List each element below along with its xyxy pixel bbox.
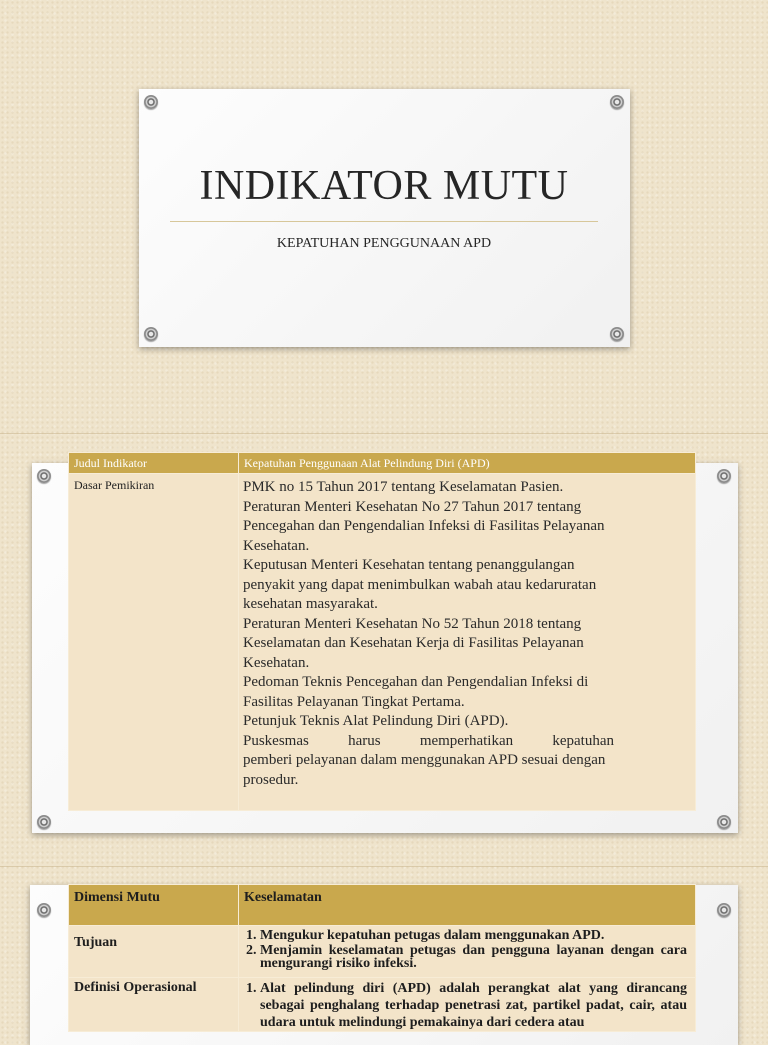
text-line: kesehatan masyarakat.: [243, 596, 378, 612]
table-header-row: [69, 885, 696, 926]
rivet-icon: [610, 327, 624, 341]
header-label: Judul Indikator: [74, 456, 147, 470]
text-line: Peraturan Menteri Kesehatan No 27 Tahun 2017 tentang: [243, 498, 582, 515]
list-item: 1. Alat pelindung diri (APD) adalah perangkat alat yang dirancang sebagai penghalang terhadap penetrasi zat, partikel padat, cair, atau udara untuk melindungi pemakainya dari cedera atau: [260, 980, 687, 1031]
text-line: Keputusan Menteri Kesehatan tentang penanggulangan: [243, 557, 575, 573]
definisi-list: [239, 978, 695, 1031]
rivet-icon: [610, 95, 624, 109]
title-slide-card: [139, 89, 630, 347]
table-row: [69, 978, 696, 1032]
table-header-row: [69, 453, 696, 474]
rivet-icon: [37, 469, 51, 483]
header-value: Kepatuhan Penggunaan Alat Pelindung Diri (APD): [244, 456, 490, 470]
header-value: Keselamatan: [244, 890, 322, 905]
header-label: Dimensi Mutu: [74, 890, 160, 905]
rivet-icon: [37, 815, 51, 829]
title-divider: [170, 221, 598, 222]
slide-separator: [0, 433, 768, 434]
rivet-icon: [717, 815, 731, 829]
text-line: Petunjuk Teknis Alat Pelindung Diri (APD).: [243, 713, 509, 729]
rivet-icon: [37, 903, 51, 917]
row-label: Dasar Pemikiran: [74, 478, 155, 492]
text-line: Puskesmas harus memperhatikan kepatuhan: [243, 732, 614, 749]
text-line: Pencegahan dan Pengendalian Infeksi di Fasilitas Pelayanan: [243, 518, 605, 534]
row-label: Tujuan: [74, 935, 118, 950]
text-line: pemberi pelayanan dalam menggunakan APD sesuai dengan: [243, 752, 606, 768]
text-line: PMK no 15 Tahun 2017 tentang Keselamatan Pasien.: [243, 479, 564, 495]
slide-separator: [0, 866, 768, 867]
list-item: 1. Mengukur kepatuhan petugas dalam menggunakan APD.: [260, 929, 687, 942]
text-line: Kesehatan.: [243, 537, 310, 554]
text-line: prosedur.: [243, 771, 299, 788]
rivet-icon: [717, 903, 731, 917]
table-row: [69, 474, 696, 811]
quality-table: [68, 884, 696, 1032]
slide-subtitle: KEPATUHAN PENGGUNAAN APD: [276, 236, 492, 251]
text-line: penyakit yang dapat menimbulkan wabah atau kedaruratan: [243, 576, 597, 593]
rivet-icon: [144, 95, 158, 109]
text-line: Kesehatan.: [243, 654, 310, 671]
text-line: Fasilitas Pelayanan Tingkat Pertama.: [243, 693, 465, 710]
rivet-icon: [144, 327, 158, 341]
indicator-table: [68, 452, 696, 811]
rivet-icon: [717, 469, 731, 483]
text-line: Pedoman Teknis Pencegahan dan Pengendalian Infeksi di: [243, 674, 589, 690]
dasar-pemikiran-text: [239, 474, 695, 790]
tujuan-list: [239, 926, 695, 970]
list-item: 2. Menjamin keselamatan petugas dan pengguna layanan dengan cara mengurangi risiko infeksi.: [260, 944, 687, 970]
table-row: [69, 926, 696, 978]
text-line: Keselamatan dan Kesehatan Kerja di Fasilitas Pelayanan: [243, 635, 584, 651]
row-label: Definisi Operasional: [74, 980, 197, 995]
text-line: Peraturan Menteri Kesehatan No 52 Tahun 2018 tentang: [243, 615, 582, 632]
slide-title: INDIKATOR MUTU: [199, 163, 569, 209]
